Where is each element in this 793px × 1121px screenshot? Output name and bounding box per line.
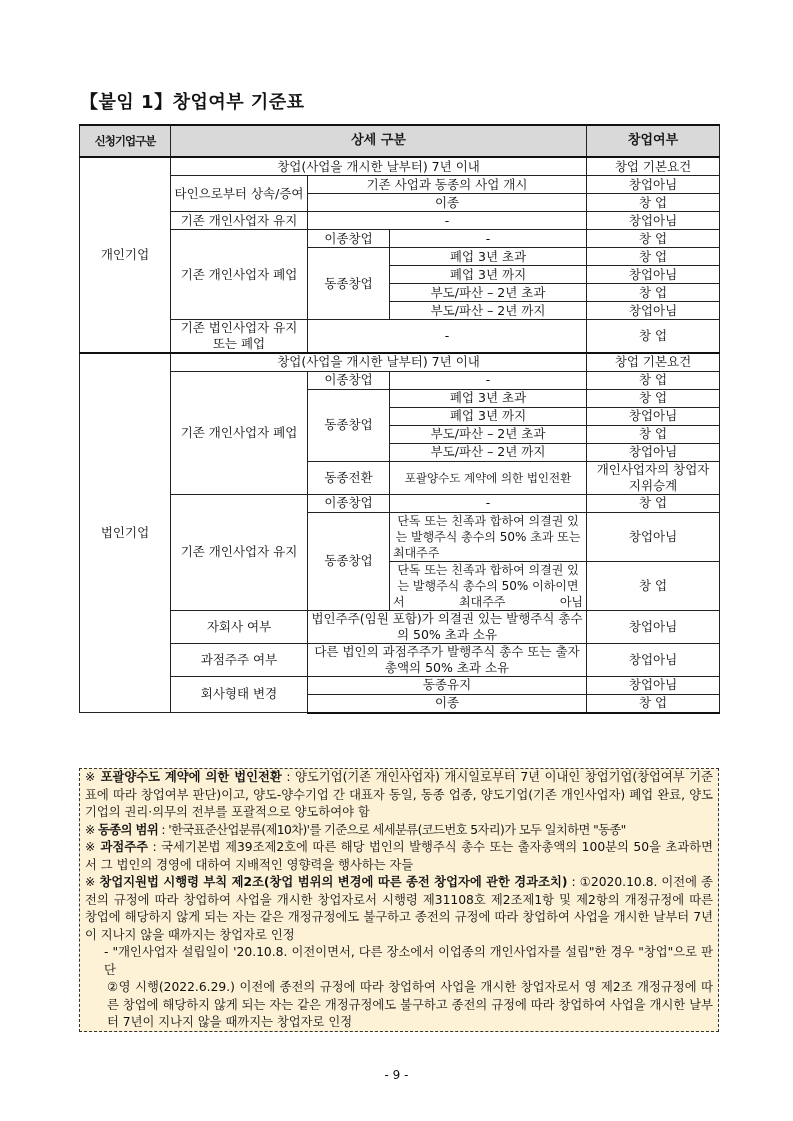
corp-cond-1: 폐업 3년 초과 — [390, 389, 587, 407]
corp-diff-start: 이종창업 — [308, 371, 390, 389]
corp-form-same: 동종유지 — [308, 676, 587, 694]
corporate-basic-req: 창업 기본요건 — [587, 353, 720, 372]
corp-close-label: 기존 개인사업자 폐업 — [171, 371, 308, 494]
corp-cond-4: 부도/파산 – 2년 까지 — [390, 443, 587, 461]
corp-convert-cond: 포괄양수도 계약에 의한 법인전환 — [390, 461, 587, 494]
corporate-basic: 창업(사업을 개시한 날부터) 7년 이내 — [171, 353, 587, 372]
corp-sub-label: 자회사 여부 — [171, 610, 308, 643]
corp-keep-over-result: 창업아님 — [587, 512, 720, 561]
corp-result-4: 창업아님 — [587, 443, 720, 461]
note-transition — [85, 874, 713, 944]
corp-keep-diff-dash: - — [390, 494, 587, 512]
note-heading: 과점주주 — [100, 840, 148, 854]
corporate-label: 법인기업 — [80, 353, 171, 713]
inherit-same: 기존 사업과 동종의 사업 개시 — [308, 176, 587, 194]
personal-basic: 창업(사업을 개시한 날부터) 7년 이내 — [171, 157, 587, 176]
corp-diff-dash: - — [390, 371, 587, 389]
inherit-diff-result: 창 업 — [587, 194, 720, 212]
note-heading: 동종의 범위 — [98, 822, 159, 837]
corp-over-result: 창업아님 — [587, 643, 720, 676]
table-row — [80, 353, 720, 372]
page-number: - 9 - — [384, 1068, 409, 1082]
header-applicant-type: 신청기업구분 — [80, 125, 171, 157]
personal-same-start: 동종창업 — [308, 248, 390, 320]
notes-box — [79, 768, 719, 1032]
note-mark: ※ — [85, 822, 95, 837]
inherit-diff: 이종 — [308, 194, 587, 212]
personal-diff-start-result: 창 업 — [587, 230, 720, 248]
note-mark: ※ — [85, 770, 96, 784]
note-body: : 양도기업(기존 개인사업자) 개시일로부터 7년 이내인 창업기업(창업여부 기준표에 따라 창업여부 판단)이고, 양도-양수기업 간 대표자 동일, 동종 업종, 양도기업(기존 개인사업자) 폐업 완료, 양도기업의 권리·의무의 전부를 포괄적으로 양도하여야 함 — [85, 770, 713, 819]
personal-result-2: 창업아님 — [587, 266, 720, 284]
corp-over-label: 과점주주 여부 — [171, 643, 308, 676]
corp-result-3: 창 업 — [587, 425, 720, 443]
corp-form-diff-result: 창 업 — [587, 694, 720, 713]
corp-result-1: 창 업 — [587, 389, 720, 407]
note-transition-example: - "개인사업자 설립일이 '20.10.8. 이전이면서, 다른 장소에서 이업종의 개인사업자를 설립"한 경우 "창업"으로 판단 — [104, 945, 713, 977]
corp-convert: 동종전환 — [308, 461, 390, 494]
personal-cond-4: 부도/파산 – 2년 까지 — [390, 302, 587, 320]
corp-keep-same-start: 동종창업 — [308, 512, 390, 610]
personal-cond-1: 폐업 3년 초과 — [390, 248, 587, 266]
note-mark: ※ — [85, 840, 96, 854]
table-row — [80, 371, 720, 389]
corp-convert-result: 개인사업자의 창업자 지위승계 — [587, 461, 720, 494]
personal-cond-3: 부도/파산 – 2년 초과 — [390, 284, 587, 302]
inherit-same-result: 창업아님 — [587, 176, 720, 194]
note-same-industry — [85, 822, 713, 840]
corp-diff-start-result: 창 업 — [587, 371, 720, 389]
page-title: 【붙임 1】창업여부 기준표 — [80, 92, 305, 113]
personal-basic-req: 창업 기본요건 — [587, 157, 720, 176]
corp-keep-diff-start: 이종창업 — [308, 494, 390, 512]
personal-keep-result: 창업아님 — [587, 212, 720, 230]
personal-keep-dash: - — [308, 212, 587, 230]
note-merger — [85, 769, 713, 822]
note-body: : ①2020.10.8. 이전에 종전의 규정에 따라 창업하여 사업을 개시한 창업자로서 시행령 제31108호 제2조제1항 및 제2항의 개정규정에 따른 창업에 해당하지 않게 되는 자는 같은 개정규정에도 불구하고 종전의 규정에 따라 창업하여 사업을 개시한 날부터 7년이 지나지 않을 때까지는 창업자로 인정 — [85, 875, 713, 942]
personal-result-4: 창업아님 — [587, 302, 720, 320]
table-row — [80, 494, 720, 512]
corp-form-diff: 이종 — [308, 694, 587, 713]
note-body: : '한국표준산업분류(제10차)'를 기준으로 세세분류(코드번호 5자리)가 모두 일치하면 "동종" — [158, 822, 626, 837]
corp-sub-result: 창업아님 — [587, 610, 720, 643]
personal-label: 개인기업 — [80, 157, 171, 353]
personal-diff-start: 이종창업 — [308, 230, 390, 248]
corp-keep-label: 기존 개인사업자 유지 — [171, 494, 308, 610]
personal-result-3: 창 업 — [587, 284, 720, 302]
personal-corp-label: 기존 법인사업자 유지 또는 폐업 — [171, 320, 308, 353]
table-row — [80, 230, 720, 248]
note-heading: 포괄양수도 계약에 의한 법인전환 — [100, 770, 282, 784]
note-body: : 국세기본법 제39조제2호에 따른 해당 법인의 발행주식 총수 또는 출자총액의 100분의 50을 초과하면서 그 법인의 경영에 대하여 지배적인 영향력을 행사하는 자들 — [85, 840, 713, 872]
table-row — [80, 676, 720, 694]
corp-keep-diff-result: 창 업 — [587, 494, 720, 512]
corp-same-start: 동종창업 — [308, 389, 390, 461]
corp-result-2: 창업아님 — [587, 407, 720, 425]
startup-criteria-table — [79, 124, 720, 714]
note-heading: 창업지원법 시행령 부칙 제2조(창업 범위의 변경에 따른 종전 창업자에 관한 경과조치) — [99, 875, 568, 889]
corp-keep-under-cond: 단독 또는 친족과 합하여 의결권 있는 발행주식 총수의 50% 이하이면서 최대주주 아님 — [390, 561, 587, 610]
corp-over-cond: 다른 법인의 과점주주가 발행주식 총수 또는 출자총액의 50% 초과 소유 — [308, 643, 587, 676]
corp-cond-3: 부도/파산 – 2년 초과 — [390, 425, 587, 443]
corp-keep-under-result: 창 업 — [587, 561, 720, 610]
corp-form-label: 회사형태 변경 — [171, 676, 308, 713]
personal-keep-label: 기존 개인사업자 유지 — [171, 212, 308, 230]
note-mark: ※ — [85, 875, 96, 889]
personal-close-label: 기존 개인사업자 폐업 — [171, 230, 308, 320]
personal-cond-2: 폐업 3년 까지 — [390, 266, 587, 284]
personal-corp-dash: - — [308, 320, 587, 353]
personal-diff-dash: - — [390, 230, 587, 248]
corp-sub-cond: 법인주주(임원 포함)가 의결권 있는 발행주식 총수의 50% 초과 소유 — [308, 610, 587, 643]
inherit-label: 타인으로부터 상속/증여 — [171, 176, 308, 212]
header-result: 창업여부 — [587, 125, 720, 157]
table-row — [80, 157, 720, 176]
note-transition-2: ②영 시행(2022.6.29.) 이전에 종전의 규정에 따라 창업하여 사업을 개시한 창업자로서 영 제2조 개정규정에 따른 창업에 해당하지 않게 되는 자는 같은 개정규정에도 불구하고 종전의 규정에 따라 창업하여 사업을 개시한 날부터 7년이 지나지 않을 때까지는 창업자로 인정 — [107, 980, 713, 1029]
table-header-row — [80, 125, 720, 157]
note-oligopoly — [85, 839, 713, 874]
header-detail: 상세 구분 — [171, 125, 587, 157]
corp-keep-over-cond: 단독 또는 친족과 합하여 의결권 있는 발행주식 총수의 50% 초과 또는 최대주주 — [390, 512, 587, 561]
corp-form-same-result: 창업아님 — [587, 676, 720, 694]
corp-cond-2: 폐업 3년 까지 — [390, 407, 587, 425]
personal-corp-result: 창 업 — [587, 320, 720, 353]
personal-result-1: 창 업 — [587, 248, 720, 266]
table-row — [80, 176, 720, 194]
